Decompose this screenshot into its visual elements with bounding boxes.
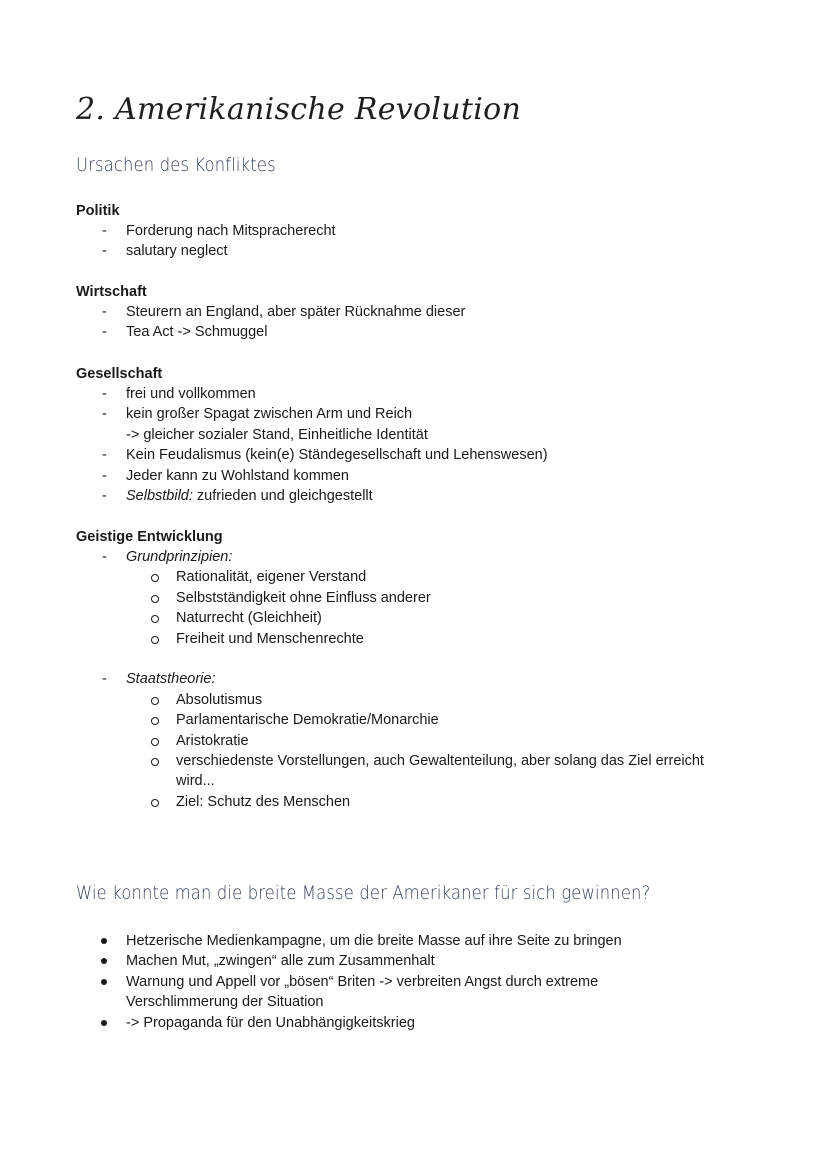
staatstheorie-list — [76, 669, 756, 689]
list-item: - Kein Feudalismus (kein(e) Ständegesellschaft und Lehenswesen) — [76, 445, 756, 465]
geistig-heading: Geistige Entwicklung — [76, 529, 223, 545]
sub-list-item: Absolutismus — [76, 690, 756, 710]
section-gesellschaft — [76, 364, 756, 506]
list-item — [76, 669, 756, 689]
politik-list — [76, 221, 756, 262]
masse-list — [76, 931, 756, 1033]
section-masse — [76, 931, 756, 1033]
grundprinzipien-list — [76, 547, 756, 567]
grundprinzipien-label: Grundprinzipien: — [126, 549, 233, 565]
selbstbild-label: Selbstbild: — [126, 488, 193, 505]
gesellschaft-list-cont — [76, 445, 756, 506]
page-title: 2. Amerikanische Revolution — [76, 92, 522, 127]
staatstheorie-sublist — [76, 690, 756, 812]
sub-list-item: Ziel: Schutz des Menschen — [76, 792, 756, 812]
list-item: - Steurern an England, aber später Rücknahme dieser — [76, 302, 756, 322]
list-item — [76, 547, 756, 567]
list-item: - frei und vollkommen — [76, 384, 756, 404]
sub-list-item: Parlamentarische Demokratie/Monarchie — [76, 710, 756, 730]
list-item: -> Propaganda für den Unabhängigkeitskrieg — [76, 1013, 756, 1033]
section-wirtschaft — [76, 282, 756, 343]
spacer — [76, 649, 756, 669]
sub-list-item: Aristokratie — [76, 731, 756, 751]
sub-list-item-continuation: wird... — [176, 773, 215, 790]
sub-list-item: Selbstständigkeit ohne Einfluss anderer — [76, 588, 756, 608]
list-item-continuation: -> gleicher sozialer Stand, Einheitliche Identität — [126, 426, 428, 443]
section-geistige-entwicklung — [76, 527, 756, 812]
wirtschaft-list — [76, 302, 756, 343]
list-item: - kein großer Spagat zwischen Arm und Reich — [76, 404, 756, 424]
sub-list-item — [76, 751, 756, 792]
list-item: - Forderung nach Mitspracherecht — [76, 221, 756, 241]
wirtschaft-heading: Wirtschaft — [76, 284, 147, 300]
list-item: Machen Mut, „zwingen“ alle zum Zusammenhalt — [76, 951, 756, 971]
gesellschaft-heading: Gesellschaft — [76, 366, 163, 382]
list-item-text: Warnung und Appell vor „bösen“ Briten -> verbreiten Angst durch extreme — [126, 973, 599, 990]
list-item: - salutary neglect — [76, 241, 756, 261]
list-item: - Jeder kann zu Wohlstand kommen — [76, 466, 756, 486]
list-item-continuation: Verschlimmerung der Situation — [126, 994, 324, 1011]
politik-heading: Politik — [76, 203, 120, 219]
grundprinzipien-sublist — [76, 567, 756, 649]
gesellschaft-list — [76, 384, 756, 425]
sub-list-item: Naturrecht (Gleichheit) — [76, 608, 756, 628]
list-item: Hetzerische Medienkampagne, um die breite Masse auf ihre Seite zu bringen — [76, 931, 756, 951]
sub-list-item: Rationalität, eigener Verstand — [76, 567, 756, 587]
section-heading-causes: Ursachen des Konfliktes — [76, 154, 276, 176]
selbstbild-text: zufrieden und gleichgestellt — [192, 488, 373, 505]
list-item — [76, 972, 756, 1013]
section-politik — [76, 201, 756, 262]
sub-list-item-text: verschiedenste Vorstellungen, auch Gewaltenteilung, aber solang das Ziel erreicht — [176, 753, 704, 770]
staatstheorie-label: Staatstheorie: — [126, 671, 216, 688]
list-item — [76, 486, 756, 506]
section-heading-masses: Wie konnte man die breite Masse der Amerikaner für sich gewinnen? — [76, 882, 651, 904]
sub-list-item: Freiheit und Menschenrechte — [76, 629, 756, 649]
list-item: - Tea Act -> Schmuggel — [76, 322, 756, 342]
